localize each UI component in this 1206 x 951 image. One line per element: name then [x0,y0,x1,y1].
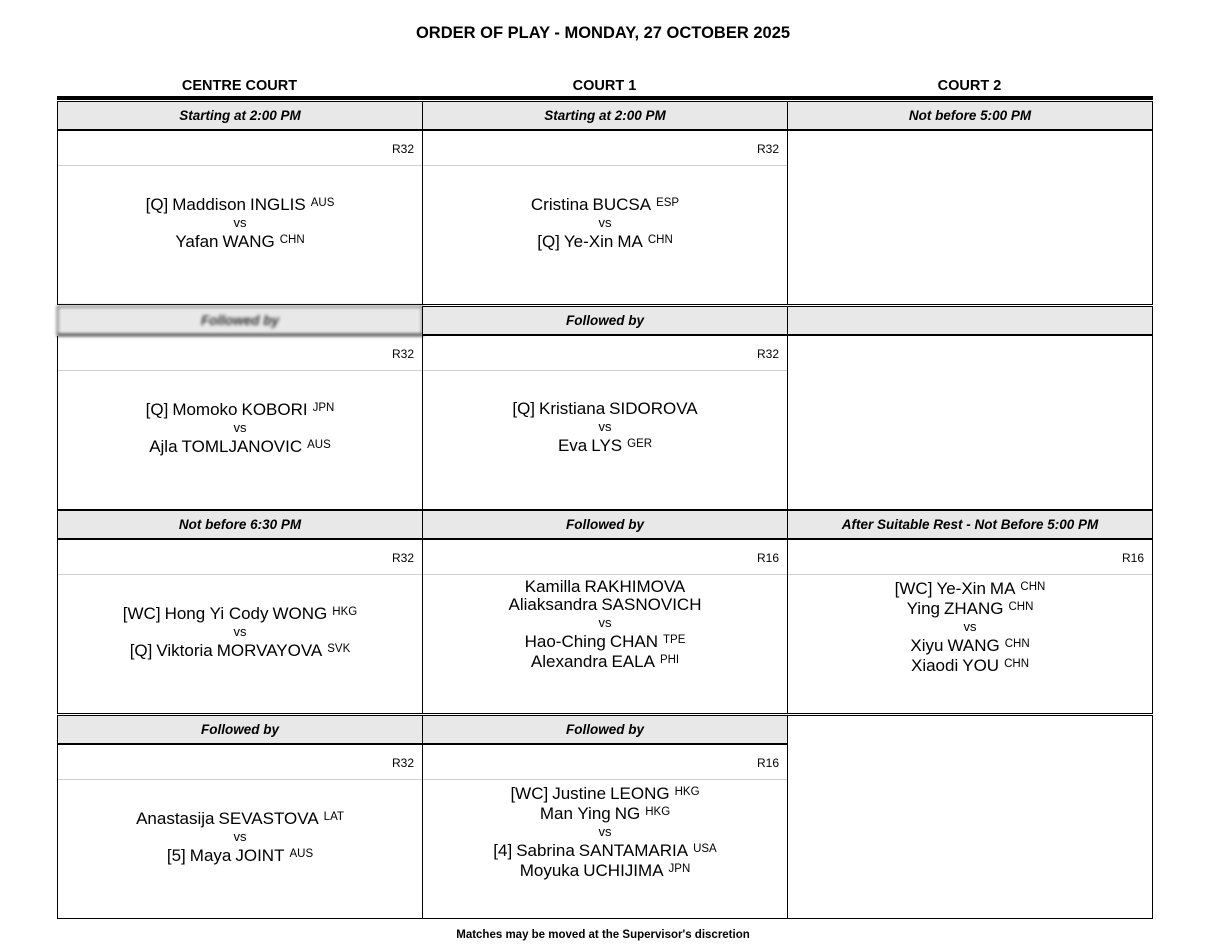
player-first-name: Momoko [172,399,238,419]
court-header-court-2: COURT 2 [937,78,1002,94]
player-name [146,194,335,214]
match-cell [422,745,788,919]
player-last-name: INGLIS [249,194,306,214]
player-seed: [WC] [122,603,161,623]
player-last-name: SASNOVICH [601,595,702,614]
player-first-name: Anastasija [136,808,215,828]
match-slot [57,715,423,919]
versus-label: vs [963,619,977,634]
player-first-name: Ye-Xin [563,231,614,251]
versus-label: vs [233,828,247,844]
player-last-name: MORVAYOVA [216,640,323,660]
versus-label: vs [598,418,612,434]
slot-time-label: After Suitable Rest - Not Before 5:00 PM [787,510,1153,540]
player-seed: [4] [493,841,513,860]
player-last-name: NG [614,804,641,823]
player-name [123,603,357,623]
player-last-name: CHAN [609,632,659,651]
slot-time-label: Not before 6:30 PM [57,510,423,540]
player-last-name: ZHANG [943,599,1004,618]
player-nationality: GER [627,437,653,450]
singles-match [58,166,422,304]
player-last-name: EALA [611,652,655,671]
player-first-name: Ying [906,599,940,618]
player-name [146,399,335,419]
round-label: R16 [788,540,1152,575]
slot-time-label: Not before 5:00 PM [787,101,1153,131]
player-seed: [Q] [537,231,560,251]
player-nationality: SVK [327,642,351,655]
player-name [537,231,673,251]
player-last-name: SANTAMARIA [578,841,689,860]
player-first-name: Hao-Ching [524,632,606,651]
player-first-name: Ye-Xin [936,579,986,598]
player-name [531,651,679,671]
player-name [130,640,351,660]
player-name [149,436,331,456]
round-label: R16 [423,745,787,780]
player-first-name: Man Ying [539,804,611,823]
player-last-name: WONG [272,603,328,623]
versus-label: vs [598,824,612,839]
singles-match [423,371,787,509]
player-name [525,631,686,651]
player-first-name: Ajla [149,436,178,456]
page-title: ORDER OF PLAY - MONDAY, 27 OCTOBER 2025 [415,24,791,42]
player-first-name: Eva [557,435,588,455]
match-cell [57,336,423,510]
player-name [510,783,699,803]
player-name [531,194,679,214]
match-slot [57,510,423,714]
player-seed: [Q] [145,399,169,419]
player-last-name: WANG [947,636,1000,655]
player-last-name: JOINT [235,845,285,865]
player-last-name: LEONG [610,784,670,803]
player-name [175,231,304,251]
player-name [558,435,652,455]
versus-label: vs [598,615,612,630]
doubles-match [423,575,787,713]
doubles-match [788,575,1152,713]
player-nationality: CHN [279,233,305,246]
footer-note: Matches may be moved at the Supervisor's discretion [456,929,750,941]
player-nationality: JPN [668,863,691,875]
player-nationality: ESP [656,196,680,209]
player-last-name: TOMLJANOVIC [181,436,303,456]
match-slot [422,715,788,919]
singles-match [58,575,422,713]
versus-label: vs [598,214,612,230]
player-name [136,808,344,828]
player-last-name: WANG [222,231,275,251]
player-name [520,860,691,880]
round-label: R32 [58,336,422,371]
player-seed: [Q] [145,194,169,214]
player-last-name: MA [989,579,1016,598]
player-last-name: RAKHIMOVA [584,577,686,596]
match-slot [787,306,1153,510]
player-nationality: HKG [674,786,700,798]
match-slot [422,101,788,305]
round-label: R32 [58,131,422,166]
player-first-name: Aliaksandra [508,595,598,614]
player-name [167,845,313,865]
player-first-name: Viktoria [156,640,213,660]
slot-time-label: Followed by [422,510,788,540]
player-nationality: PHI [659,654,680,666]
player-last-name: MA [617,231,643,251]
player-last-name: YOU [962,656,1000,675]
match-slot [57,306,423,510]
match-cell [57,131,423,305]
singles-match [58,780,422,918]
player-seed: [Q] [512,398,536,418]
slot-time-label: Followed by [422,306,788,336]
match-slot [787,101,1153,305]
player-seed: [WC] [510,784,549,803]
player-nationality: JPN [312,401,335,414]
player-seed: [Q] [129,640,153,660]
player-first-name: Maya [189,845,232,865]
player-first-name: Maddison [172,194,246,214]
round-label: R16 [423,540,787,575]
slot-time-label [787,306,1153,336]
player-name [540,803,670,823]
player-last-name: LYS [591,435,623,455]
player-first-name: Cristina [530,194,589,214]
match-slot [422,306,788,510]
player-nationality: LAT [323,810,344,823]
versus-label: vs [233,214,247,230]
player-nationality: AUS [310,196,335,209]
player-nationality: HKG [645,806,671,818]
player-name [910,635,1029,655]
slot-time-label: Starting at 2:00 PM [422,101,788,131]
player-name [512,400,697,418]
match-slot [422,510,788,714]
versus-label: vs [233,623,247,639]
court-header-centre-court: CENTRE COURT [181,78,298,94]
player-name [907,598,1034,618]
player-first-name: Kamilla [524,577,581,596]
player-name [493,840,716,860]
empty-match-area [787,336,1153,510]
singles-match [58,371,422,509]
empty-match-area [787,131,1153,305]
court-header-court-1: COURT 1 [572,78,637,94]
player-last-name: UCHIJIMA [583,861,664,880]
player-seed: [5] [166,845,186,865]
player-first-name: Xiaodi [910,656,959,675]
match-cell [57,540,423,714]
player-name [911,655,1029,675]
player-first-name: Kristiana [539,398,606,418]
match-cell [57,745,423,919]
slot-time-label: Followed by [422,715,788,745]
match-cell [422,131,788,305]
versus-label: vs [233,419,247,435]
round-label: R32 [58,745,422,780]
player-name [509,596,702,614]
player-first-name: Justine [552,784,607,803]
player-first-name: Yafan [175,231,219,251]
player-last-name: BUCSA [592,194,652,214]
player-nationality: CHN [1004,658,1030,670]
header-divider [57,96,1153,100]
player-nationality: AUS [289,847,314,860]
match-slot [787,510,1153,714]
round-label: R32 [423,131,787,166]
player-name [525,578,686,596]
round-label: R32 [423,336,787,371]
player-nationality: CHN [647,233,673,246]
player-name [895,578,1046,598]
match-cell [422,540,788,714]
player-first-name: Sabrina [516,841,575,860]
slot-time-label: Followed by [57,715,423,745]
match-slot [57,101,423,305]
doubles-match [423,780,787,918]
slot-time-label: Starting at 2:00 PM [57,101,423,131]
player-first-name: Hong Yi Cody [164,603,269,623]
player-first-name: Moyuka [519,861,580,880]
player-nationality: USA [693,843,717,855]
player-nationality: AUS [307,438,331,451]
player-first-name: Xiyu [910,636,944,655]
round-label: R32 [58,540,422,575]
slot-time-label: Followed by [57,306,423,336]
player-nationality: CHN [1008,601,1034,613]
player-nationality: CHN [1004,638,1030,650]
match-cell [422,336,788,510]
player-nationality: CHN [1020,581,1046,593]
empty-slot [787,715,1153,919]
player-last-name: KOBORI [241,399,308,419]
player-first-name: Alexandra [530,652,608,671]
player-nationality: TPE [663,634,686,646]
player-last-name: SEVASTOVA [218,808,319,828]
match-cell [787,540,1153,714]
singles-match [423,166,787,304]
player-last-name: SIDOROVA [609,398,698,418]
player-nationality: HKG [332,605,358,618]
player-seed: [WC] [894,579,933,598]
